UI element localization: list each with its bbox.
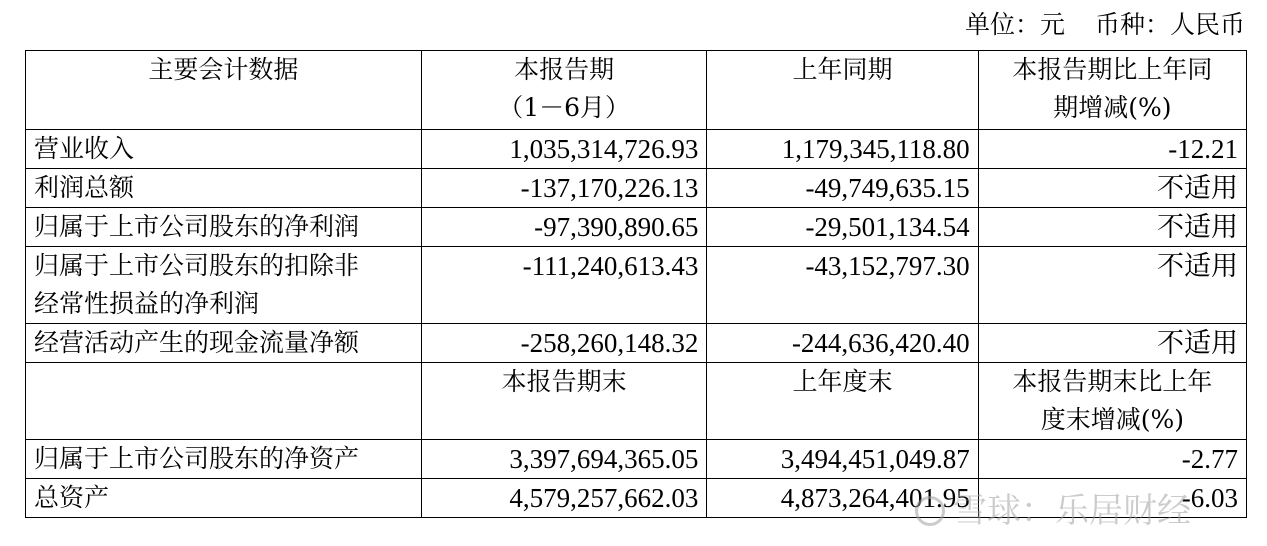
row-change-value: 不适用	[978, 208, 1246, 247]
row-current-value: -97,390,890.65	[421, 208, 707, 247]
row-change-value: 不适用	[978, 169, 1246, 208]
unit-currency-line	[965, 8, 1245, 42]
row-current-value: -137,170,226.13	[421, 169, 707, 208]
table-row	[26, 440, 1247, 479]
subheader-cell-change-pct	[978, 363, 1246, 440]
row-prior-value: -49,749,635.15	[707, 169, 978, 208]
row-label-line1: 归属于上市公司股东的扣除非	[34, 251, 360, 280]
row-label: 总资产	[26, 479, 422, 518]
header-current-line1: 本报告期	[514, 55, 615, 84]
header-cell-data-item: 主要会计数据	[26, 51, 422, 130]
table-row	[26, 130, 1247, 169]
header-change-line1: 本报告期比上年同	[1012, 55, 1213, 84]
row-label: 归属于上市公司股东的净利润	[26, 208, 422, 247]
table-header-row	[26, 51, 1247, 130]
table-subheader-row	[26, 363, 1247, 440]
key-accounting-data-table	[25, 50, 1247, 518]
row-prior-value: -29,501,134.54	[707, 208, 978, 247]
header-change-line2: 期增减(%)	[1053, 93, 1172, 122]
row-change-value: 不适用	[978, 324, 1246, 363]
row-label: 利润总额	[26, 169, 422, 208]
row-current-value: 1,035,314,726.93	[421, 130, 707, 169]
row-current-value: -111,240,613.43	[421, 247, 707, 324]
table-row	[26, 247, 1247, 324]
subheader-cell-period-end: 本报告期末	[421, 363, 707, 440]
header-cell-prior-period: 上年同期	[707, 51, 978, 130]
header-current-line2: （1－6月）	[498, 93, 631, 122]
row-prior-value: 1,179,345,118.80	[707, 130, 978, 169]
row-current-value: 3,397,694,365.05	[421, 440, 707, 479]
row-prior-value: 3,494,451,049.87	[707, 440, 978, 479]
row-change-value: -12.21	[978, 130, 1246, 169]
subheader-cell-empty	[26, 363, 422, 440]
header-cell-current-period	[421, 51, 707, 130]
subheader-cell-prior-year-end: 上年度末	[707, 363, 978, 440]
row-current-value: 4,579,257,662.03	[421, 479, 707, 518]
table-row	[26, 324, 1247, 363]
row-prior-value: 4,873,264,401.95	[707, 479, 978, 518]
table-row	[26, 208, 1247, 247]
row-label-line2: 经常性损益的净利润	[34, 289, 260, 318]
row-change-value: -6.03	[978, 479, 1246, 518]
row-current-value: -258,260,148.32	[421, 324, 707, 363]
row-change-value: 不适用	[978, 247, 1246, 324]
currency-label: 币种：人民币	[1094, 10, 1245, 39]
row-change-value: -2.77	[978, 440, 1246, 479]
row-label: 归属于上市公司股东的净资产	[26, 440, 422, 479]
watermark-text: 雪球：乐居财经	[953, 491, 1191, 531]
unit-label: 单位：元	[964, 10, 1065, 39]
subheader-change-line1: 本报告期末比上年	[1012, 367, 1213, 396]
header-cell-change-pct	[978, 51, 1246, 130]
table-row	[26, 169, 1247, 208]
row-label	[26, 247, 422, 324]
subheader-change-line2: 度末增减(%)	[1040, 405, 1184, 434]
row-prior-value: -43,152,797.30	[707, 247, 978, 324]
row-label: 营业收入	[26, 130, 422, 169]
table-row	[26, 479, 1247, 518]
row-label: 经营活动产生的现金流量净额	[26, 324, 422, 363]
row-prior-value: -244,636,420.40	[707, 324, 978, 363]
